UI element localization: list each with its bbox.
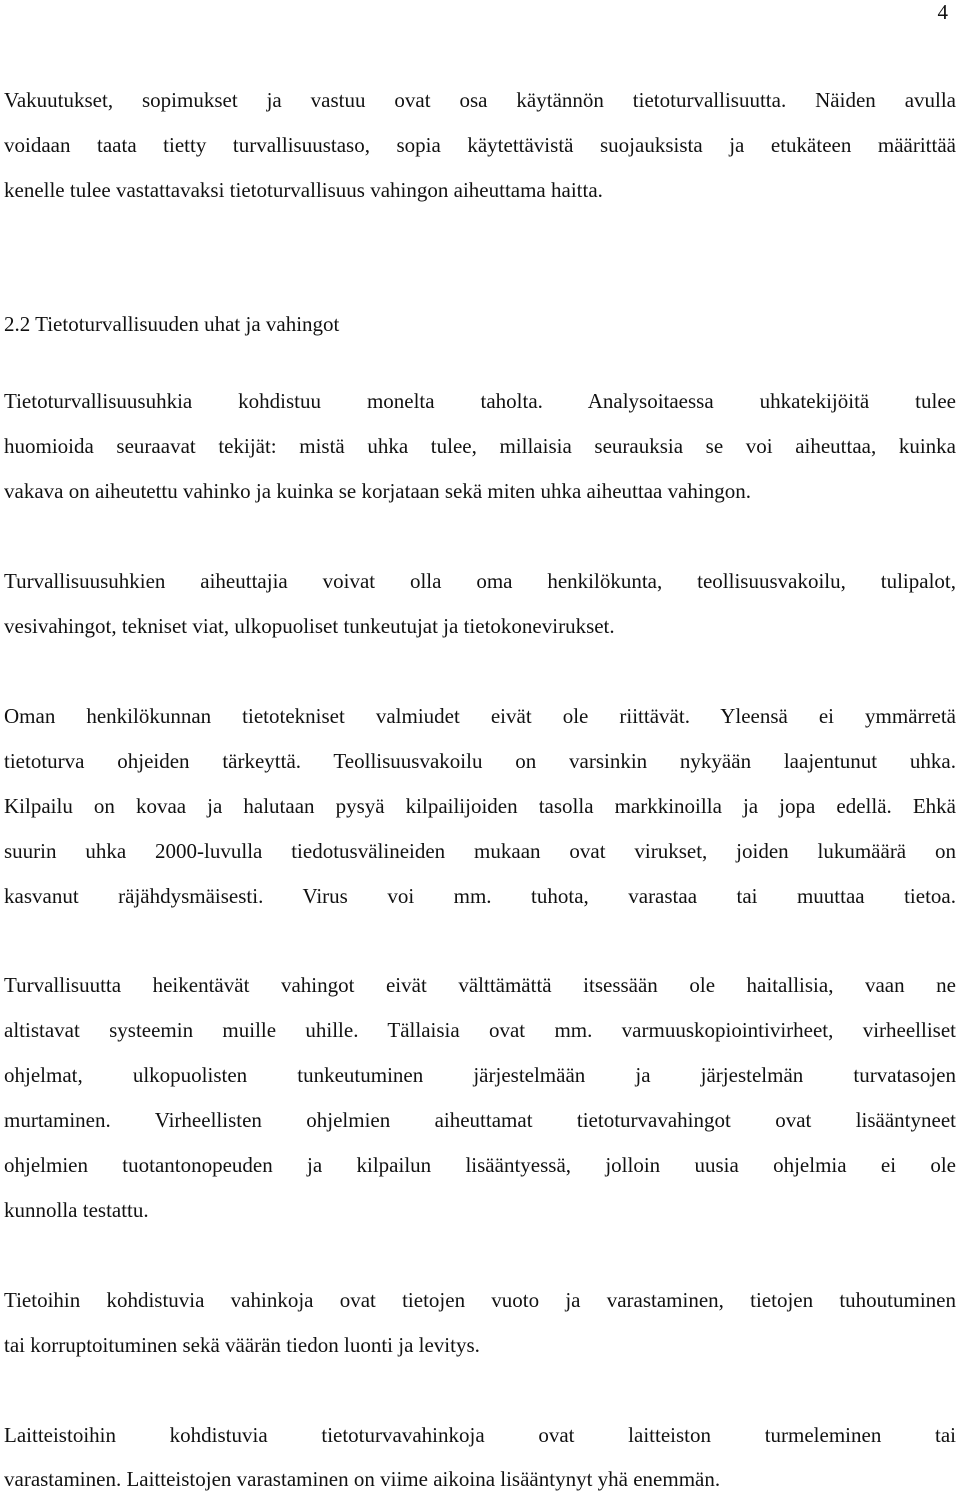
text-line: voidaan taata tietty turvallisuustaso, sopia käytettävistä suojauksista ja etukäteen määrittää	[4, 133, 956, 157]
text-line: tai korruptoituminen sekä väärän tiedon luonti ja levitys.	[4, 1333, 480, 1357]
text-line: kasvanut räjähdysmäisesti. Virus voi mm. tuhota, varastaa tai muuttaa tietoa.	[4, 884, 956, 908]
section-heading: 2.2 Tietoturvallisuuden uhat ja vahingot	[4, 312, 340, 336]
text-line: ohjelmat, ulkopuolisten tunkeutuminen järjestelmään ja järjestelmän turvatasojen	[4, 1063, 956, 1087]
text-line: tietoturva ohjeiden tärkeyttä. Teollisuusvakoilu on varsinkin nykyään laajentunut uhka.	[4, 749, 956, 773]
text-line: kenelle tulee vastattavaksi tietoturvallisuus vahingon aiheuttama haitta.	[4, 178, 603, 202]
text-line: huomioida seuraavat tekijät: mistä uhka tulee, millaisia seurauksia se voi aiheuttaa, kuinka	[4, 434, 956, 458]
text-line: kunnolla testattu.	[4, 1198, 149, 1222]
text-line: Turvallisuusuhkien aiheuttajia voivat olla oma henkilökunta, teollisuusvakoilu, tulipalot,	[4, 569, 956, 593]
text-line: Turvallisuutta heikentävät vahingot eivät välttämättä itsessään ole haitallisia, vaan ne	[4, 973, 956, 997]
text-line: suurin uhka 2000-luvulla tiedotusvälineiden mukaan ovat virukset, joiden lukumäärä on	[4, 839, 956, 863]
text-line: Tietoturvallisuusuhkia kohdistuu monelta taholta. Analysoitaessa uhkatekijöitä tulee	[4, 389, 956, 413]
text-line: altistavat systeemin muille uhille. Tällaisia ovat mm. varmuuskopiointivirheet, virheelliset	[4, 1018, 956, 1042]
text-line: Laitteistoihin kohdistuvia tietoturvavahinkoja ovat laitteiston turmeleminen tai	[4, 1423, 956, 1447]
text-line: Vakuutukset, sopimukset ja vastuu ovat osa käytännön tietoturvallisuutta. Näiden avulla	[4, 88, 956, 112]
text-line: ohjelmien tuotantonopeuden ja kilpailun lisääntyessä, jolloin uusia ohjelmia ei ole	[4, 1153, 956, 1177]
text-line: murtaminen. Virheellisten ohjelmien aiheuttamat tietoturvavahingot ovat lisääntyneet	[4, 1108, 956, 1132]
text-line: Tietoihin kohdistuvia vahinkoja ovat tietojen vuoto ja varastaminen, tietojen tuhoutuminen	[4, 1288, 956, 1312]
page-number: 4	[937, 0, 948, 24]
text-line: Kilpailu on kovaa ja halutaan pysyä kilpailijoiden tasolla markkinoilla ja jopa edellä. Ehkä	[4, 794, 956, 818]
text-line: Oman henkilökunnan tietotekniset valmiudet eivät ole riittävät. Yleensä ei ymmärretä	[4, 704, 956, 728]
text-line: vakava on aiheutettu vahinko ja kuinka se korjataan sekä miten uhka aiheuttaa vahingon.	[4, 479, 751, 503]
text-line: varastaminen. Laitteistojen varastaminen on viime aikoina lisääntynyt yhä enemmän.	[4, 1467, 721, 1491]
text-line: vesivahingot, tekniset viat, ulkopuoliset tunkeutujat ja tietokonevirukset.	[4, 614, 615, 638]
